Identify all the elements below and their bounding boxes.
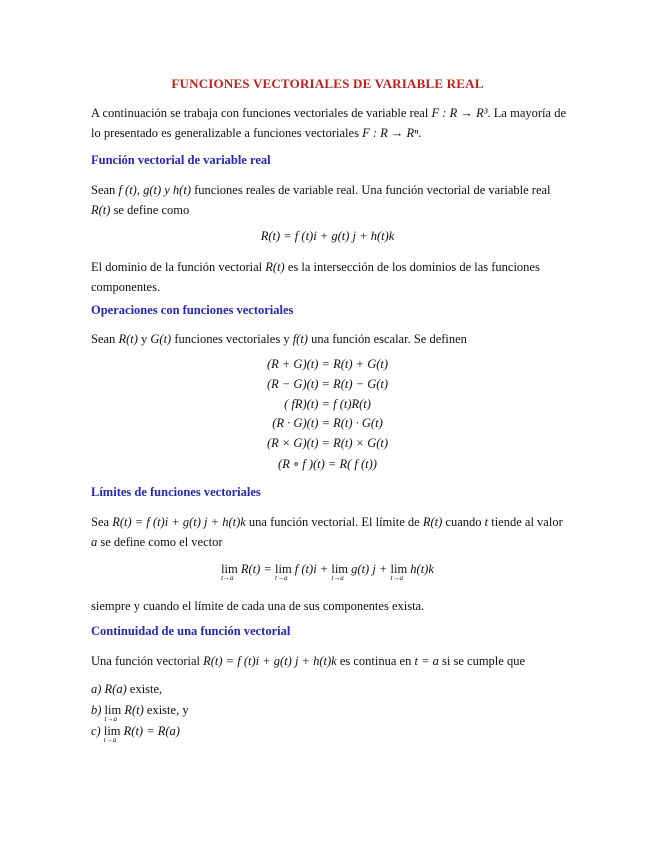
intro-math-rn: F : R → Rⁿ <box>362 126 419 140</box>
limit-operator <box>275 562 292 582</box>
equation-difference: (R − G)(t) = R(t) − G(t) <box>266 377 389 391</box>
lim-word: lim <box>275 562 292 576</box>
lim-subscript: t→a <box>104 715 117 723</box>
section-heading-limites: Límites de funciones vectoriales <box>91 485 261 499</box>
funcion-math-fgh: f (t), g(t) y h(t) <box>118 183 191 197</box>
lim-subscript: t→a <box>331 574 344 582</box>
op-text-2: y <box>141 332 148 346</box>
op-text-3: funciones vectoriales y <box>174 332 290 346</box>
op-math-r: R(t) <box>118 332 138 346</box>
lim-word: lim <box>331 562 349 576</box>
intro-math-r3: F : R → R³ <box>431 106 488 120</box>
limites-paragraph <box>91 512 566 552</box>
lim-text: Sea <box>91 515 110 529</box>
limit-operator <box>331 562 349 582</box>
limit-operator <box>390 562 408 582</box>
continuidad-paragraph <box>91 651 566 671</box>
equation-composition: (R ∘ f )(t) = R( f (t)) <box>278 457 377 471</box>
op-text-4: una función escalar. Se definen <box>311 332 467 346</box>
item-label: b) <box>91 703 102 717</box>
lim-text-3: cuando <box>445 515 482 529</box>
funcion-paragraph <box>91 180 566 220</box>
op-math-g: G(t) <box>150 332 172 346</box>
lim-word: lim <box>221 562 238 576</box>
equation-cross-product: (R × G)(t) = R(t) × G(t) <box>266 436 389 450</box>
lim-subscript: t→a <box>390 574 403 582</box>
cont-math-ta: t = a <box>414 654 439 668</box>
intro-text-3: . <box>418 126 422 140</box>
continuity-conditions-list <box>91 682 189 745</box>
item-math: R(t) = R(a) <box>123 724 180 738</box>
page-title: FUNCIONES VECTORIALES DE VARIABLE REAL <box>171 76 484 91</box>
lim-math-t: t <box>484 515 489 529</box>
lim-word: lim <box>103 724 121 738</box>
dominio-text: El dominio de la función vectorial <box>91 260 263 274</box>
section-heading-funcion: Función vectorial de variable real <box>91 153 271 167</box>
lim-eq-part: f (t)i + <box>294 562 329 576</box>
lim-eq-part: h(t)k <box>410 562 434 576</box>
limit-operator <box>221 562 238 582</box>
dominio-math: R(t) <box>265 260 285 274</box>
section-heading-operaciones: Operaciones con funciones vectoriales <box>91 303 294 317</box>
lim-subscript: t→a <box>275 574 288 582</box>
equation-limit <box>0 562 655 582</box>
funcion-text-2: funciones reales de variable real. Una función vectorial de variable real <box>194 183 551 197</box>
lim-text-5: se define como el vector <box>100 535 223 549</box>
lim-math-rt: R(t) <box>422 515 443 529</box>
lim-word: lim <box>104 703 122 717</box>
item-text: existe, <box>129 682 163 696</box>
lim-math-r: R(t) = f (t)i + g(t) j + h(t)k <box>112 515 246 529</box>
intro-paragraph <box>91 103 566 143</box>
lim-text-2: una función vectorial. El límite de <box>248 515 420 529</box>
list-item <box>91 703 189 724</box>
op-text: Sean <box>91 332 116 346</box>
lim-subscript: t→a <box>221 574 234 582</box>
intro-text-2: . La mayoría de lo presentado es generalizable a funciones vectoriales <box>91 106 567 140</box>
cont-math-r: R(t) = f (t)i + g(t) j + h(t)k <box>203 654 337 668</box>
funcion-text-3: se define como <box>113 203 190 217</box>
lim-text-4: tiende al valor <box>491 515 563 529</box>
list-item <box>91 724 189 745</box>
op-math-f: f(t) <box>292 332 308 346</box>
lim-word: lim <box>390 562 408 576</box>
equation-scalar-product: ( fR)(t) = f (t)R(t) <box>284 397 371 411</box>
item-text: existe, y <box>146 703 189 717</box>
equation-dot-product: (R · G)(t) = R(t) · G(t) <box>272 416 383 430</box>
funcion-text: Sean <box>91 183 116 197</box>
item-math: R(t) <box>124 703 144 717</box>
limites-condition: siempre y cuando el límite de cada una de sus componentes exista. <box>91 599 425 613</box>
lim-eq-part: R(t) = <box>240 562 272 576</box>
cont-text-3: si se cumple que <box>442 654 525 668</box>
cont-text: Una función vectorial <box>91 654 200 668</box>
limit-operator <box>104 703 122 723</box>
equation-sum: (R + G)(t) = R(t) + G(t) <box>266 357 389 371</box>
lim-math-a: a <box>91 535 98 549</box>
dominio-text-2: es la intersección de los dominios de las funciones componentes. <box>91 260 540 294</box>
lim-eq-part: g(t) j + <box>351 562 388 576</box>
limit-operator <box>103 724 121 744</box>
intro-text: A continuación se trabaja con funciones vectoriales de variable real <box>91 106 429 120</box>
lim-subscript: t→a <box>103 736 117 744</box>
item-label: a) <box>91 682 102 696</box>
funcion-math-r: R(t) <box>91 203 111 217</box>
dominio-paragraph <box>91 257 566 297</box>
item-math: R(a) <box>104 682 127 696</box>
equation-definition: R(t) = f (t)i + g(t) j + h(t)k <box>260 229 395 243</box>
item-label: c) <box>91 724 101 738</box>
list-item <box>91 682 189 703</box>
operaciones-paragraph <box>91 329 566 349</box>
section-heading-continuidad: Continuidad de una función vectorial <box>91 624 291 638</box>
cont-text-2: es continua en <box>339 654 412 668</box>
